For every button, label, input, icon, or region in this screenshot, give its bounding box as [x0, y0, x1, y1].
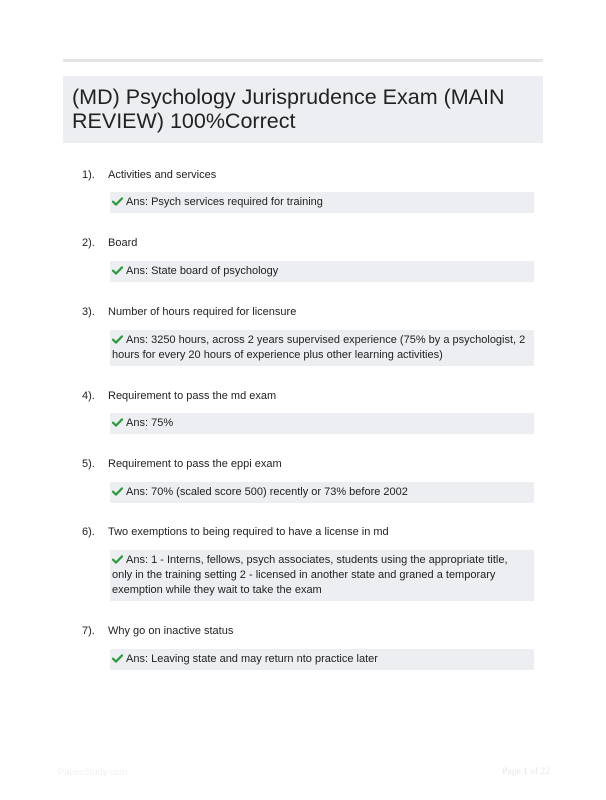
answer-box — [110, 649, 534, 670]
checkmark-icon — [112, 197, 123, 206]
answer-box — [110, 413, 534, 434]
question-text: Number of hours required for licensure — [108, 306, 297, 318]
answer-box — [110, 192, 534, 213]
answer-box — [110, 550, 534, 601]
question-number: 2). — [82, 237, 95, 249]
answer-prefix: Ans: — [126, 265, 152, 277]
answer-prefix: Ans: — [126, 417, 152, 429]
answer-prefix: Ans: — [126, 653, 152, 665]
checkmark-icon — [112, 335, 123, 344]
question-text: Two exemptions to being required to have a license in md — [108, 526, 389, 538]
question-number: 7). — [82, 625, 95, 637]
answer-text: 3250 hours, across 2 years supervised experience (75% by a psychologist, 2 hours for every 20 hours of experience plus other learning activities) — [112, 334, 526, 361]
page-title: (MD) Psychology Jurisprudence Exam (MAIN REVIEW) 100%Correct — [72, 85, 505, 133]
question-text: Requirement to pass the md exam — [108, 390, 277, 402]
question-text: Board — [108, 237, 138, 249]
checkmark-icon — [112, 487, 123, 496]
question-number: 1). — [82, 169, 95, 181]
question-text: Why go on inactive status — [108, 625, 234, 637]
answer-box — [110, 330, 534, 366]
answer-prefix: Ans: — [126, 486, 152, 498]
answer-box — [110, 482, 534, 503]
question-number: 5). — [82, 458, 95, 470]
checkmark-icon — [112, 418, 123, 427]
checkmark-icon — [112, 266, 123, 275]
footer-watermark: PaperStudy.com — [58, 767, 128, 778]
question-text: Requirement to pass the eppi exam — [108, 458, 282, 470]
answer-text: Leaving state and may return nto practice later — [151, 653, 378, 665]
answer-prefix: Ans: — [126, 334, 152, 346]
question-number: 4). — [82, 390, 95, 402]
answer-text: Psych services required for training — [151, 196, 323, 208]
checkmark-icon — [112, 654, 123, 663]
answer-text: 70% (scaled score 500) recently or 73% before 2002 — [151, 486, 408, 498]
question-number: 3). — [82, 306, 95, 318]
answer-box — [110, 261, 534, 282]
page-number: Page 1 of 22 — [502, 767, 550, 777]
answer-text: 75% — [151, 417, 174, 429]
question-text: Activities and services — [108, 169, 217, 181]
title-banner — [63, 76, 543, 143]
answer-text: State board of psychology — [151, 265, 279, 277]
answer-prefix: Ans: — [126, 554, 152, 566]
top-divider — [63, 59, 543, 62]
answer-prefix: Ans: — [126, 196, 152, 208]
question-number: 6). — [82, 526, 95, 538]
checkmark-icon — [112, 555, 123, 564]
answer-text: 1 - Interns, fellows, psych associates, students using the appropriate title, only in the training setting 2 - licensed in another state and graned a temporary exemption while they wait to take the exam — [112, 554, 508, 596]
